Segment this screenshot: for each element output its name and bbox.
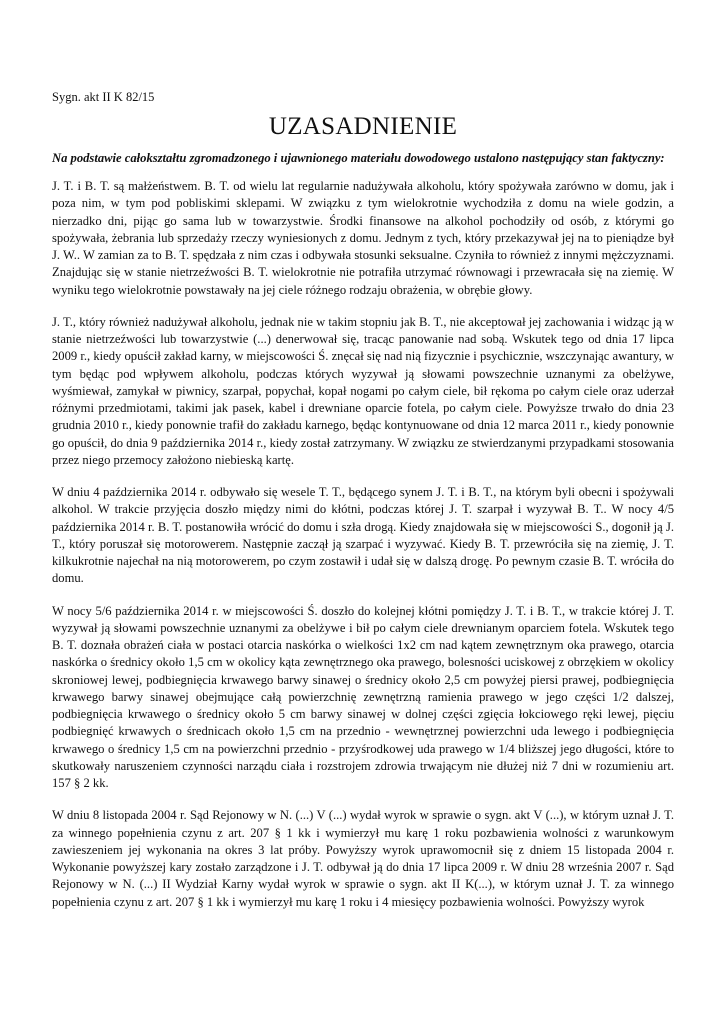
paragraph-prior-convictions: W dniu 8 listopada 2004 r. Sąd Rejonowy w N. (...) V (...) wydał wyrok w sprawie o sygn. akt V (...), w którym uznał J. T. za winnego popełnienia czynu z art. 207 § 1 kk i wymierzył mu karę 1 roku pozbawienia wolności z warunkowym zawieszeniem jej wykonania na okres 3 lat próby. Powyższy wyrok uprawomocnił się z dniem 15 listopada 2004 r. Wykonanie powyższej kary zostało zarządzone i J. T. odbywał ją do dnia 17 lipca 2009 r. W dniu 28 września 2007 r. Sąd Rejonowy w N. (...) II Wydział Karny wydał wyrok w sprawie o sygn. akt II K(...), w którym uznał J. T. za winnego popełnienia czynu z art. 207 § 1 kk i wymierzył mu karę 1 roku i 4 miesięcy pozbawienia wolności. Powyższy wyrok: [52, 808, 674, 909]
document-title: UZASADNIENIE: [268, 113, 458, 140]
document-page: [52, 90, 674, 926]
paragraph-injuries: W nocy 5/6 października 2014 r. w miejscowości Ś. doszło do kolejnej kłótni pomiędzy J. T. i B. T., w trakcie której J. T. wyzywał ją słowami powszechnie uznanymi za obelżywe i bił po całym ciele drewnianym oparciem fotela. Wskutek tego B. T. doznała obrażeń ciała w postaci otarcia naskórka o wielkości 1x2 cm nad kątem zewnętrznym oka prawego, otarcia naskórka o średnicy około 1,5 cm w okolicy kąta zewnętrznego oka prawego, bolesności uciskowej z obrzękiem w okolicy skroniowej lewej, podbiegnięcia krwawego barwy sinawej o średnicy około 2,5 cm powyżej piersi prawej, podbiegnięcia krwawego barwy sinawej obejmujące całą powierzchnię zewnętrzną ramienia prawego w jego części 1/2 dalszej, podbiegnięcia krwawego o średnicy około 5 cm barwy sinawej w dolnej części zgięcia łokciowego ręki lewej, pięciu podbiegnięć krwawych o średnicach około 1,5 cm na przednio - wewnętrznej powierzchni uda lewego i podbiegnięcia krwawego o średnicy 1,5 cm na powierzchni przednio - przyśrodkowej uda prawego w 1/4 bliższej jego długości, które to skutkowały naruszeniem czynności narządu ciała i rozstrojem zdrowia trwającym nie dłużej niż 7 dni w rozumieniu art. 157 § 2 kk.: [52, 603, 674, 791]
case-reference: Sygn. akt II K 82/15: [52, 90, 155, 104]
paragraph-marriage-background: J. T. i B. T. są małżeństwem. B. T. od wielu lat regularnie nadużywała alkoholu, który spożywała zarówno w domu, jak i poza nim, w tym pod pobliskimi sklepami. W związku z tym wielokrotnie wychodziła z domu na wiele godzin, a nierzadko dni, pijąc go sama lub w towarzystwie. Środki finansowe na alkohol pochodziły od osób, z którymi go spożywała, żebrania lub sprzedaży rzeczy wyniesionych z domu. Jednym z tych, który przekazywał jej na to pieniądze był J. W.. W zamian za to B. T. spędzała z nim czas i odbywała stosunki seksualne. Czyniła to również z innymi mężczyznami. Znajdując się w stanie nietrzeźwości B. T. wielokrotnie nie potrafiła utrzymać równowagi i przewracała się na ziemię. W wyniku tego wielokrotnie powstawały na jej ciele różnego rodzaju obrażenia, w obrębie głowy.: [52, 179, 674, 297]
paragraph-wedding-incident: W dniu 4 października 2014 r. odbywało się wesele T. T., będącego synem J. T. i B. T., na którym byli obecni i spożywali alkohol. W trakcie przyjęcia doszło między nimi do kłótni, podczas której J. T. szarpał i wyzywał B. T.. W nocy 4/5 października 2014 r. B. T. postanowiła wrócić do domu i szła drogą. Kiedy znajdowała się w miejscowości S., dogonił ją J. T., który poruszał się motorowerem. Następnie zaczął ją szarpać i wyzywać. Kiedy B. T. przewróciła się na ziemię, J. T. kilkukrotnie najechał na nią motorowerem, po czym zostawił i udał się w dalszą drogę. Po pewnym czasie B. T. wróciła do domu.: [52, 485, 674, 586]
intro-statement: Na podstawie całokształtu zgromadzonego i ujawnionego materiału dowodowego ustalono następujący stan faktyczny:: [52, 151, 665, 165]
paragraph-abuse-history: J. T., który również nadużywał alkoholu, jednak nie w takim stopniu jak B. T., nie akceptował jej zachowania i widząc ją w stanie nietrzeźwości lub towarzystwie (...) denerwował się, tracąc panowanie nad sobą. Wskutek tego od dnia 17 lipca 2009 r., kiedy opuścił zakład karny, w miejscowości Ś. znęcał się nad nią fizycznie i psychicznie, wszczynając awantury, w tym będąc pod wpływem alkoholu, podczas których wyzywał ją słowami powszechnie uznanymi za obelżywe, wyśmiewał, zamykał w piwnicy, szarpał, popychał, kopał nogami po całym ciele, bił rękoma po całym ciele oraz uderzał różnymi przedmiotami, takimi jak pasek, kabel i drewniane oparcie fotela, po całym ciele. Powyższe trwało do dnia 23 grudnia 2010 r., kiedy ponownie trafił do zakładu karnego, będąc kontynuowane od dnia 12 marca 2011 r., kiedy ponownie go opuścił, do dnia 9 października 2014 r., kiedy został zatrzymany. W związku ze stwierdzanymi przypadkami stosowania przez niego przemocy założono niebieską kartę.: [52, 314, 674, 467]
